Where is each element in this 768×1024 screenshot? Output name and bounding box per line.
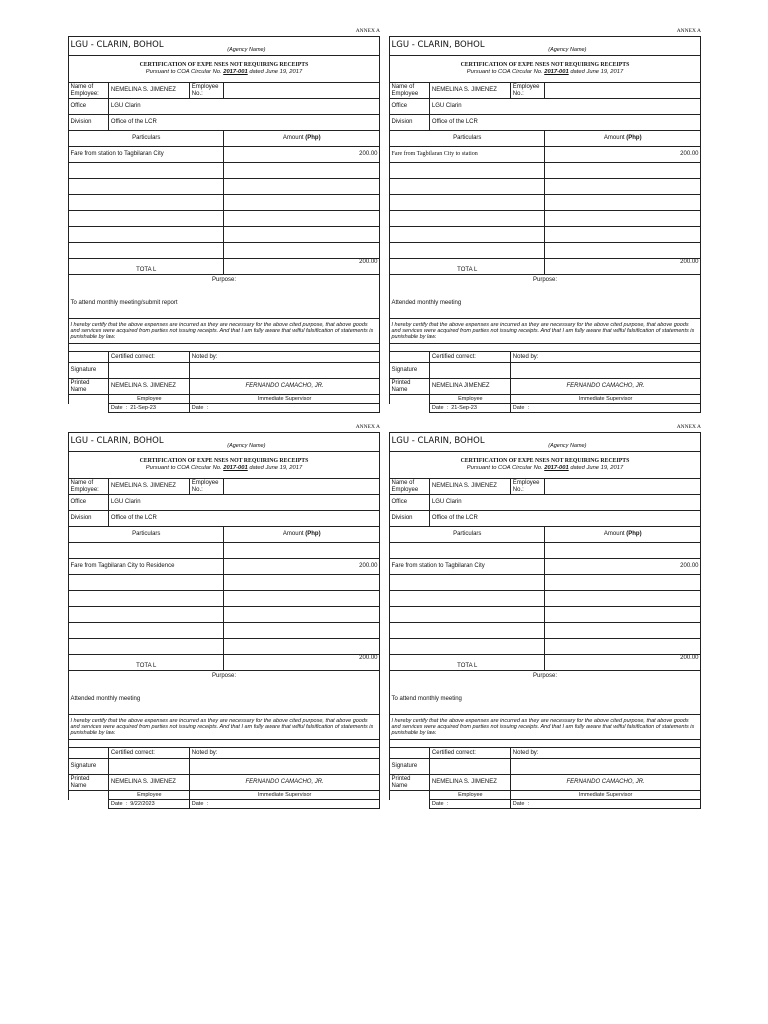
annex-label: ANNEX A [355,28,380,34]
particulars-row [390,559,701,575]
amount-cell[interactable] [224,243,380,259]
employee-date[interactable]: Date : 21-Sep-23 [109,404,190,413]
particulars-cell[interactable] [390,227,545,243]
coa-circular-reference: Pursuant to COA Circular No. 2017-001 dated June 19, 2017 [466,465,624,471]
amount-cell[interactable] [224,639,380,655]
particulars-cell[interactable] [390,623,545,639]
amount-cell[interactable] [224,163,380,179]
agency-name-label: (Agency Name) [227,47,266,54]
total-label: TOTA L [69,259,224,275]
amount-cell[interactable] [224,591,380,607]
certification-statement: I hereby certify that the above expenses are incurred as they are necessary for the above cited purpose, that above goods and services were acquired from parties not issuing receipts. And that I am fully aware that wilful falsification of statements is punishable by law. [390,319,701,344]
particulars-header: Particulars [69,131,224,147]
printed-name-label: Printed Name [390,775,430,791]
particulars-row [69,227,380,243]
employee-caption: Employee [430,395,511,404]
division-label: Division [69,511,109,527]
spacer-cell [69,791,109,800]
agency-cell [390,433,701,452]
employee-date[interactable]: Date : 9/22/2023 [109,800,190,809]
particulars-cell[interactable] [69,163,224,179]
supervisor-signature[interactable] [511,759,701,775]
amount-cell[interactable] [545,195,701,211]
supervisor-name[interactable]: FERNANDO CAMACHO, JR. [511,775,701,791]
employee-date-value: 21-Sep-23 [451,404,477,411]
employee-signature[interactable] [109,363,190,379]
total-amount[interactable]: 200.00 [224,259,380,275]
particulars-row [390,211,701,227]
name-of-employee-label: Name of Employee: [69,83,109,99]
supervisor-caption: Immediate Supervisor [511,791,701,800]
particulars-row [69,195,380,211]
supervisor-caption: Immediate Supervisor [190,395,380,404]
particulars-cell[interactable] [390,163,545,179]
agency-name-label: (Agency Name) [548,443,587,450]
employee-no-value[interactable] [545,479,701,495]
amount-cell[interactable] [545,243,701,259]
spacer-cell [69,404,109,413]
employee-name-value[interactable]: NEMELINA S. JIMENEZ [109,479,190,495]
division-value[interactable]: Office of the LCR [430,115,701,131]
employee-signature[interactable] [430,363,511,379]
office-value[interactable]: LGU Clarin [430,99,701,115]
particulars-row [69,575,380,591]
coa-circular-reference: Pursuant to COA Circular No. 2017-001 dated June 19, 2017 [145,69,303,75]
spacer-cell [69,748,109,759]
particulars-cell[interactable] [69,543,224,559]
particulars-cell[interactable] [69,575,224,591]
supervisor-signature[interactable] [190,363,380,379]
purpose-label: Purpose: [69,275,380,287]
particulars-rows [390,147,701,259]
particulars-row [390,195,701,211]
total-amount[interactable]: 200.00 [545,655,701,671]
particulars-cell[interactable] [69,591,224,607]
particulars-row [390,639,701,655]
coa-circular-reference: Pursuant to COA Circular No. 2017-001 dated June 19, 2017 [145,465,303,471]
amount-cell[interactable] [545,163,701,179]
purpose-label: Purpose: [69,671,380,683]
noted-by-label: Noted by: [511,748,701,759]
certified-correct-label: Certified correct: [109,748,190,759]
particulars-cell[interactable] [390,243,545,259]
supervisor-signature[interactable] [190,759,380,775]
certification-form-bottom-right [389,424,701,809]
amount-cell[interactable] [224,607,380,623]
certification-title: CERTIFICATION OF EXPE NSES NOT REQUIRING RECEIPTS [139,62,309,69]
amount-cell[interactable] [224,179,380,195]
employee-name-value[interactable]: NEMELINA S. JIMENEZ [430,83,511,99]
particulars-cell[interactable]: Fare from station to Tagbilaran City [390,559,545,575]
certification-form-top-right [389,28,701,413]
printed-name-label: Printed Name [390,379,430,395]
agency-title: LGU - CLARIN, BOHOL [391,436,485,447]
division-label: Division [390,511,430,527]
name-of-employee-label: Name of Employee [390,479,430,495]
division-value[interactable]: Office of the LCR [109,511,380,527]
agency-name-label: (Agency Name) [227,443,266,450]
spacer-cell [390,352,430,363]
particulars-cell[interactable]: Fare from station to Tagbilaran City [69,147,224,163]
certification-statement: I hereby certify that the above expenses are incurred as they are necessary for the above cited purpose, that above goods and services were acquired from parties not issuing receipts. And that I am fully aware that wilful falsification of statements is punishable by law. [69,715,380,740]
particulars-row [69,211,380,227]
certified-correct-label: Certified correct: [430,352,511,363]
printed-employee-name[interactable]: NEMELINA S. JIMENEZ [430,775,511,791]
supervisor-date[interactable]: Date : [511,404,701,413]
supervisor-date[interactable]: Date : [511,800,701,809]
amount-header: Amount (Php) [545,131,701,147]
particulars-row [69,607,380,623]
signature-label: Signature [69,363,109,379]
supervisor-date[interactable]: Date : [190,800,380,809]
total-amount[interactable]: 200.00 [224,655,380,671]
amount-cell[interactable] [224,575,380,591]
certification-statement: I hereby certify that the above expenses are incurred as they are necessary for the above cited purpose, that above goods and services were acquired from parties not issuing receipts. And that I am fully aware that wilful falsification of statements is punishable by law. [69,319,380,344]
amount-cell[interactable] [224,211,380,227]
particulars-rows [390,543,701,655]
agency-title: LGU - CLARIN, BOHOL [391,40,485,51]
annex-label: ANNEX A [355,424,380,430]
employee-no-value[interactable] [224,479,380,495]
supervisor-name[interactable]: FERNANDO CAMACHO, JR. [190,379,380,395]
particulars-cell[interactable] [69,195,224,211]
spacer [390,344,701,352]
supervisor-caption: Immediate Supervisor [190,791,380,800]
office-value[interactable]: LGU Clarin [109,495,380,511]
particulars-rows [69,147,380,259]
certification-heading [390,56,701,83]
division-label: Division [390,115,430,131]
employee-no-value[interactable] [224,83,380,99]
employee-no-label: Employee No.: [511,479,545,495]
agency-title: LGU - CLARIN, BOHOL [70,436,164,447]
office-label: Office [69,495,109,511]
amount-cell[interactable] [545,543,701,559]
purpose-value[interactable]: To attend monthly meeting [390,682,701,715]
employee-caption: Employee [430,791,511,800]
particulars-row [390,591,701,607]
amount-header: Amount (Php) [224,131,380,147]
amount-cell[interactable] [545,591,701,607]
spacer-cell [390,404,430,413]
certified-correct-label: Certified correct: [109,352,190,363]
purpose-label: Purpose: [390,275,701,287]
particulars-row [69,243,380,259]
signature-label: Signature [390,759,430,775]
agency-cell [390,37,701,56]
particulars-cell[interactable] [390,179,545,195]
amount-cell[interactable] [545,607,701,623]
total-amount[interactable]: 200.00 [545,259,701,275]
particulars-cell[interactable] [69,227,224,243]
name-of-employee-label: Name of Employee [390,83,430,99]
agency-cell [69,37,380,56]
signature-label: Signature [69,759,109,775]
spacer-cell [390,748,430,759]
certification-table [389,432,701,809]
employee-no-label: Employee No.: [511,83,545,99]
employee-name-value[interactable]: NEMELINA S. JIMENEZ [109,83,190,99]
purpose-value[interactable]: Attended monthly meeting [390,286,701,319]
particulars-row [69,179,380,195]
division-label: Division [69,115,109,131]
amount-cell[interactable]: 200.00 [545,559,701,575]
employee-date-value: 9/22/2023 [130,800,155,807]
particulars-cell[interactable] [69,623,224,639]
amount-cell[interactable] [224,543,380,559]
particulars-cell[interactable] [390,591,545,607]
spacer [390,740,701,748]
particulars-row [390,227,701,243]
office-label: Office [390,495,430,511]
particulars-cell[interactable]: Fare from Tagbilaran City to Residence [69,559,224,575]
supervisor-name[interactable]: FERNANDO CAMACHO, JR. [190,775,380,791]
agency-title: LGU - CLARIN, BOHOL [70,40,164,51]
particulars-header: Particulars [390,131,545,147]
certification-heading [69,56,380,83]
particulars-row [390,147,701,163]
particulars-row [69,639,380,655]
certification-table [68,432,380,809]
particulars-row [390,179,701,195]
certification-table [389,36,701,413]
name-of-employee-label: Name of Employee: [69,479,109,495]
particulars-cell[interactable] [390,543,545,559]
amount-cell[interactable] [545,639,701,655]
agency-name-label: (Agency Name) [548,47,587,54]
amount-cell[interactable]: 200.00 [224,559,380,575]
particulars-row [69,543,380,559]
amount-cell[interactable] [545,227,701,243]
certification-form-bottom-left [68,424,380,809]
employee-no-label: Employee No.: [190,479,224,495]
particulars-cell[interactable] [69,179,224,195]
printed-employee-name[interactable]: NEMELINA S. JIMENEZ [109,379,190,395]
particulars-row [69,591,380,607]
particulars-cell[interactable]: Fare from Tagbilaran City to station [390,147,545,163]
office-value[interactable]: LGU Clarin [430,495,701,511]
particulars-row [390,623,701,639]
purpose-label: Purpose: [390,671,701,683]
spacer-cell [69,800,109,809]
employee-signature[interactable] [430,759,511,775]
particulars-cell[interactable] [69,211,224,227]
particulars-cell[interactable] [390,195,545,211]
supervisor-name[interactable]: FERNANDO CAMACHO, JR. [511,379,701,395]
supervisor-signature[interactable] [511,363,701,379]
spacer [69,740,380,748]
noted-by-label: Noted by: [190,352,380,363]
annex-label: ANNEX A [676,28,701,34]
spacer-cell [390,395,430,404]
amount-cell[interactable]: 200.00 [224,147,380,163]
certification-title: CERTIFICATION OF EXPE NSES NOT REQUIRING RECEIPTS [460,458,630,465]
particulars-rows [69,543,380,655]
amount-cell[interactable] [545,179,701,195]
total-label: TOTA L [390,655,545,671]
spacer-cell [69,352,109,363]
particulars-row [390,607,701,623]
amount-cell[interactable] [545,575,701,591]
particulars-header: Particulars [390,527,545,543]
particulars-row [390,163,701,179]
amount-cell[interactable] [224,227,380,243]
printed-employee-name[interactable]: NEMELINA JIMENEZ [430,379,511,395]
particulars-row [69,163,380,179]
annex-label: ANNEX A [676,424,701,430]
particulars-cell[interactable] [69,243,224,259]
particulars-cell[interactable] [390,639,545,655]
particulars-row [69,147,380,163]
employee-date-value: 21-Sep-23 [130,404,156,411]
division-value[interactable]: Office of the LCR [430,511,701,527]
employee-signature[interactable] [109,759,190,775]
amount-cell[interactable] [545,623,701,639]
particulars-cell[interactable] [69,639,224,655]
employee-caption: Employee [109,395,190,404]
printed-employee-name[interactable]: NEMELINA S. JIMENEZ [109,775,190,791]
amount-cell[interactable] [545,211,701,227]
amount-header: Amount (Php) [224,527,380,543]
certification-heading [69,452,380,479]
agency-cell [69,433,380,452]
total-label: TOTA L [390,259,545,275]
certification-statement: I hereby certify that the above expenses are incurred as they are necessary for the above cited purpose, that above goods and services were acquired from parties not issuing receipts. And that I am fully aware that wilful falsification of statements is punishable by law. [390,715,701,740]
certification-title: CERTIFICATION OF EXPE NSES NOT REQUIRING RECEIPTS [139,458,309,465]
particulars-row [390,543,701,559]
particulars-row [390,575,701,591]
noted-by-label: Noted by: [190,748,380,759]
signature-label: Signature [390,363,430,379]
supervisor-date[interactable]: Date : [190,404,380,413]
certification-title: CERTIFICATION OF EXPE NSES NOT REQUIRING RECEIPTS [460,62,630,69]
office-label: Office [69,99,109,115]
noted-by-label: Noted by: [511,352,701,363]
purpose-value[interactable]: Attended monthly meeting [69,682,380,715]
division-value[interactable]: Office of the LCR [109,115,380,131]
total-label: TOTA L [69,655,224,671]
certified-correct-label: Certified correct: [430,748,511,759]
certification-form-top-left [68,28,380,413]
spacer-cell [390,800,430,809]
particulars-cell[interactable] [390,607,545,623]
printed-name-label: Printed Name [69,775,109,791]
particulars-row [69,623,380,639]
particulars-header: Particulars [69,527,224,543]
supervisor-caption: Immediate Supervisor [511,395,701,404]
office-label: Office [390,99,430,115]
spacer [69,344,380,352]
printed-name-label: Printed Name [69,379,109,395]
employee-no-label: Employee No.: [190,83,224,99]
particulars-cell[interactable] [69,607,224,623]
amount-cell[interactable] [224,195,380,211]
employee-name-value[interactable]: NEMELINA S. JIMENEZ [430,479,511,495]
particulars-cell[interactable] [390,211,545,227]
employee-date[interactable]: Date : [430,800,511,809]
coa-circular-reference: Pursuant to COA Circular No. 2017-001 dated June 19, 2017 [466,69,624,75]
spacer-cell [390,791,430,800]
employee-no-value[interactable] [545,83,701,99]
employee-caption: Employee [109,791,190,800]
certification-heading [390,452,701,479]
particulars-row [390,243,701,259]
particulars-row [69,559,380,575]
purpose-value[interactable]: To attend monthly meeting/submit report [69,286,380,319]
certification-table [68,36,380,413]
amount-cell[interactable] [224,623,380,639]
spacer-cell [69,395,109,404]
amount-header: Amount (Php) [545,527,701,543]
particulars-cell[interactable] [390,575,545,591]
employee-date[interactable]: Date : 21-Sep-23 [430,404,511,413]
amount-cell[interactable]: 200.00 [545,147,701,163]
office-value[interactable]: LGU Clarin [109,99,380,115]
